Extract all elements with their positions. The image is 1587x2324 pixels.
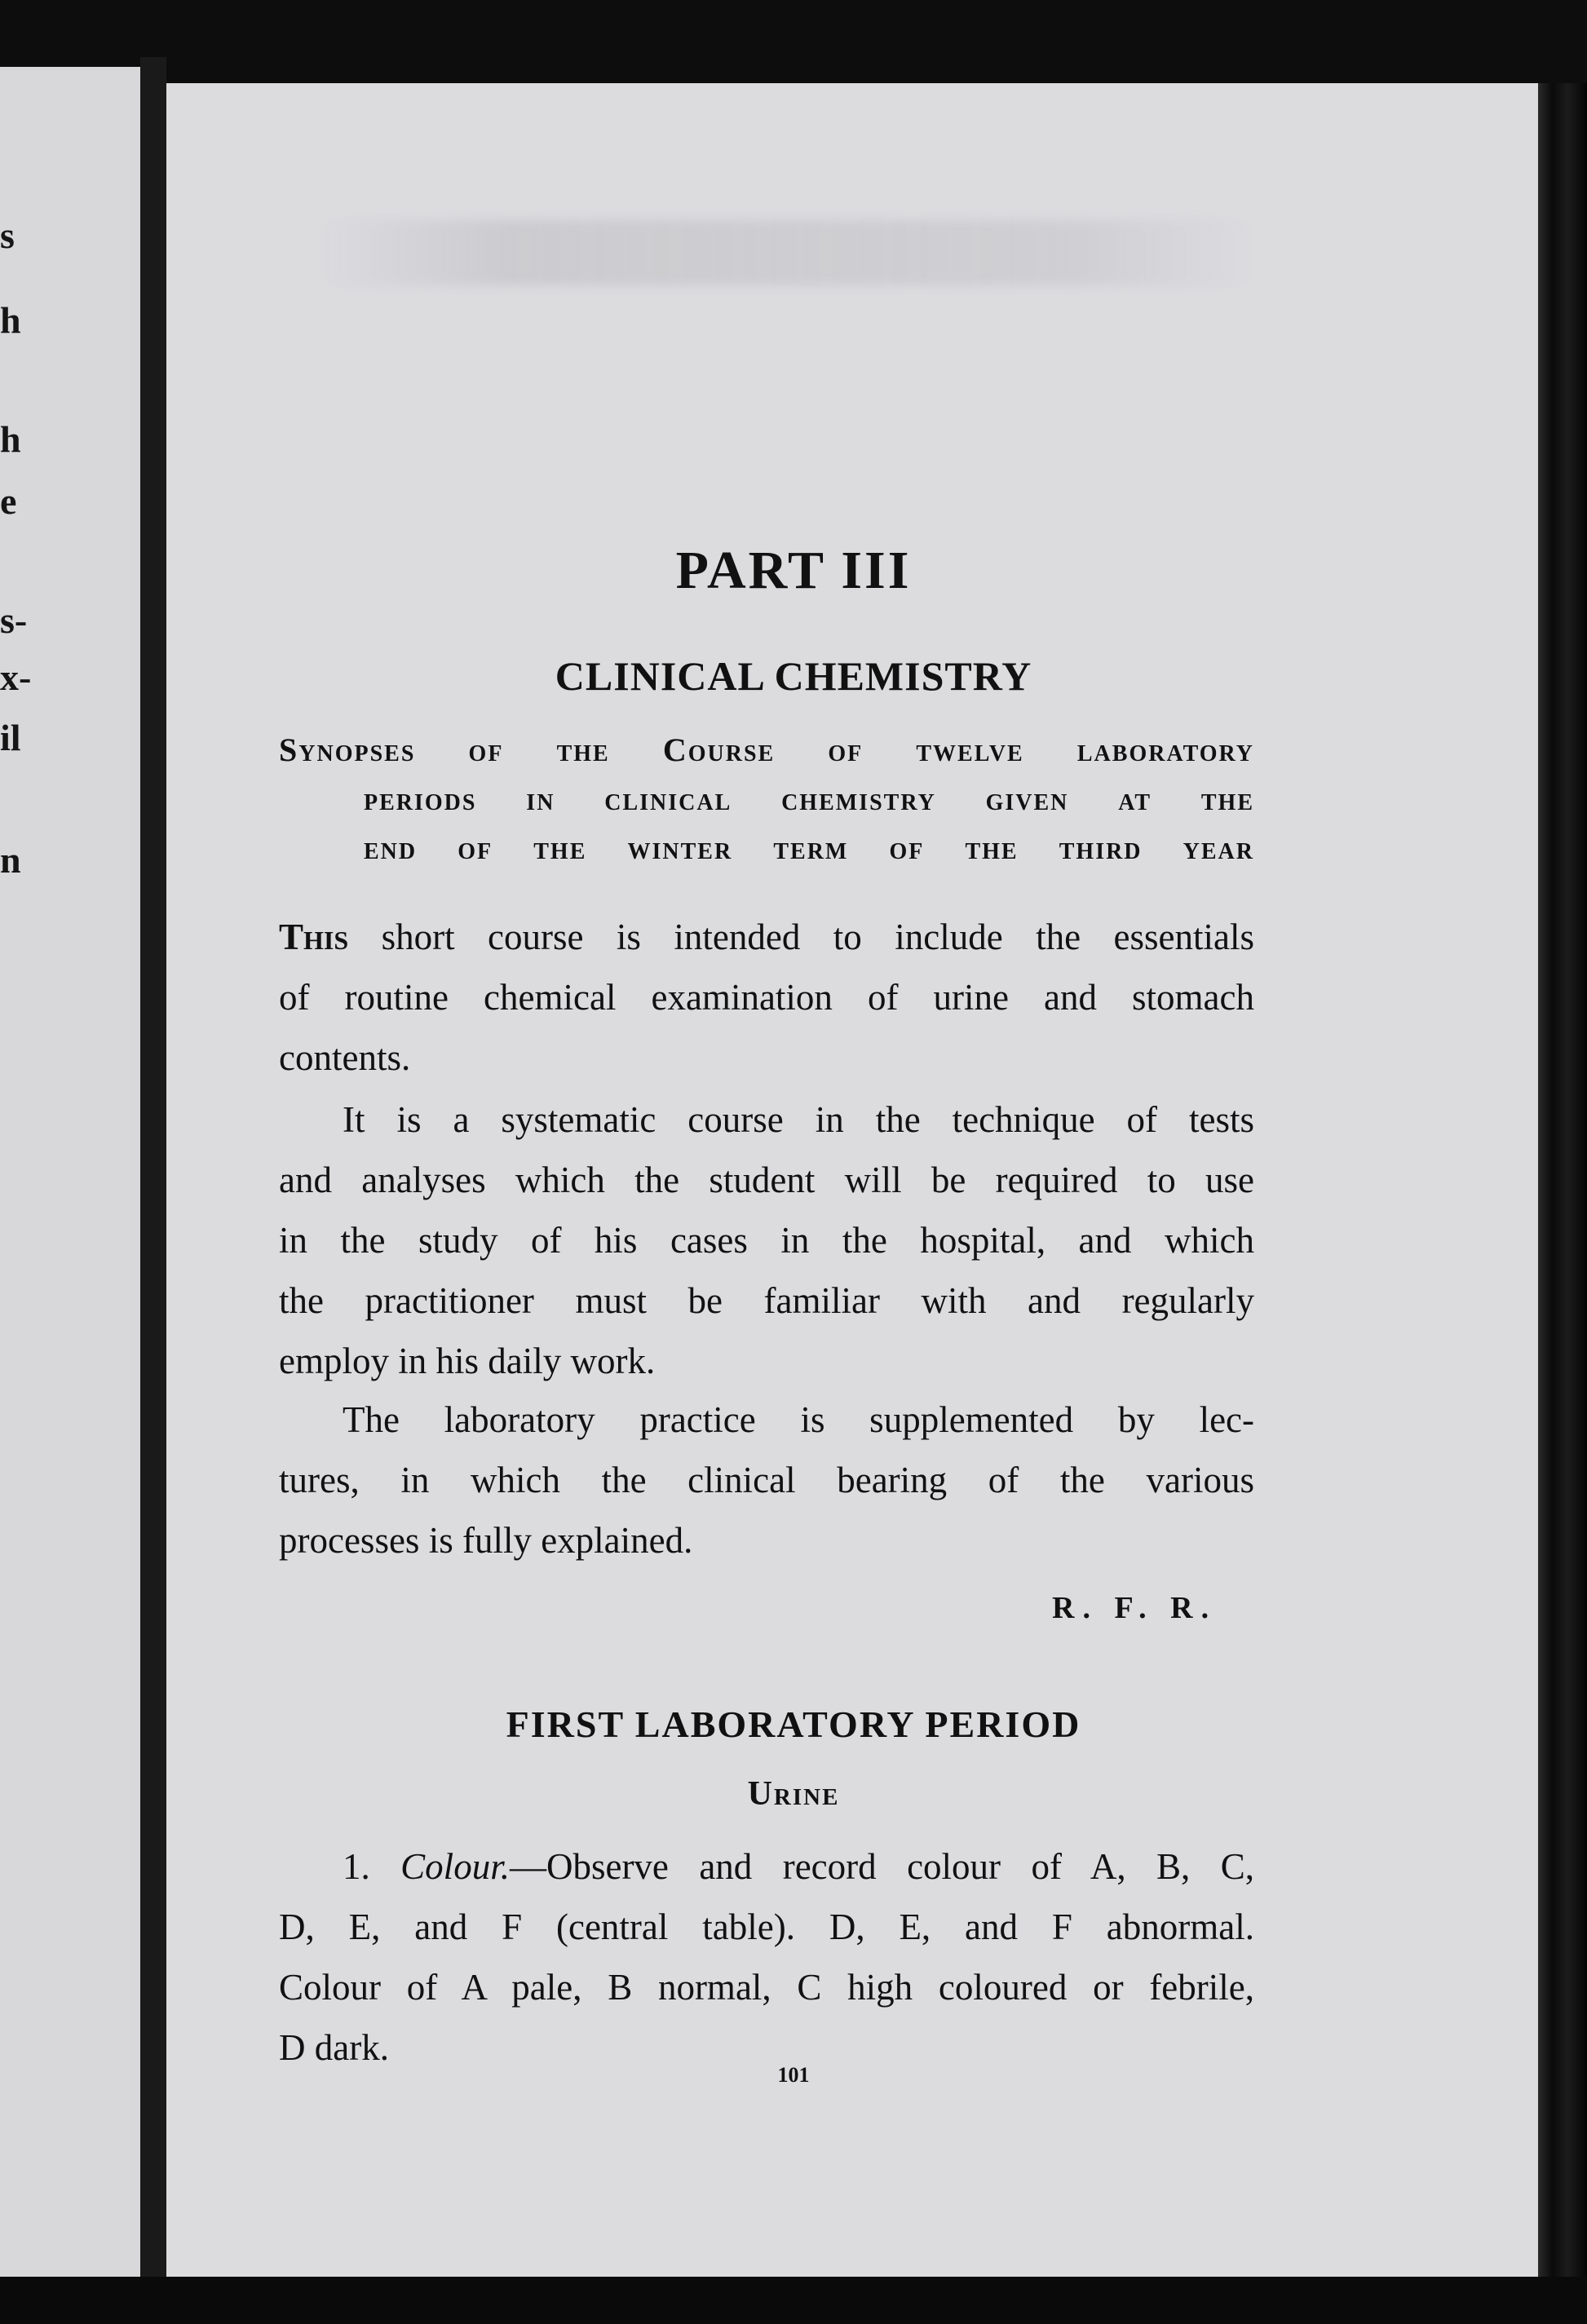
left-page-fragment: h <box>0 418 21 460</box>
paragraph-line: the practitioner must be familiar with and regularly <box>279 1280 1254 1321</box>
paragraph-line: tures, in which the clinical bearing of the various <box>279 1460 1254 1500</box>
paragraph-line: in the study of his cases in the hospital, and which <box>279 1220 1254 1261</box>
part-title: PART III <box>675 541 912 600</box>
paragraph-line <box>279 907 1254 967</box>
paragraph-line: The laboratory practice is supplemented by lec- <box>343 1399 1254 1440</box>
paragraph-line: processes is fully explained. <box>279 1520 693 1561</box>
page-number: 101 <box>777 2063 810 2087</box>
intro-paragraph <box>279 907 1254 1088</box>
left-page-fragment: s <box>0 214 15 256</box>
intro-paragraph <box>279 1390 1254 1571</box>
intro-paragraph <box>279 1089 1254 1391</box>
synopsis-heading <box>279 726 1254 873</box>
paragraph-line: D, E, and F (central table). D, E, and F abnormal. <box>279 1906 1254 1947</box>
left-page-fragment: il <box>0 717 21 758</box>
paragraph-line: It is a systematic course in the technique of tests <box>343 1099 1254 1140</box>
lab-period-subtitle: Urine <box>747 1775 840 1813</box>
synopsis-line: Synopses of the Course of twelve laboratory <box>279 731 1254 768</box>
lab-period-title: FIRST LABORATORY PERIOD <box>506 1703 1081 1745</box>
paragraph-line <box>279 1836 1254 1897</box>
paragraph-line-text: —Observe and record colour of A, B, C, <box>509 1846 1254 1887</box>
left-page-fragment: n <box>0 839 21 881</box>
paragraph-line: contents. <box>279 1037 411 1078</box>
paragraph-line: of routine chemical examination of urine and stomach <box>279 977 1254 1018</box>
author-initials: R. F. R. <box>1052 1591 1218 1625</box>
section-title: CLINICAL CHEMISTRY <box>555 653 1032 699</box>
left-page-fragment: e <box>0 480 17 522</box>
lead-word: This <box>279 917 349 957</box>
colour-paragraph <box>279 1836 1254 2078</box>
paragraph-line: Colour of A pale, B normal, C high coloured or febrile, <box>279 1967 1254 2008</box>
paragraph-line: employ in his daily work. <box>279 1341 656 1381</box>
item-label: Colour. <box>400 1846 510 1887</box>
synopsis-line: end of the winter term of the third year <box>364 829 1254 866</box>
paragraph-line-text: short course is intended to include the essentials <box>348 917 1254 957</box>
item-number: 1. <box>343 1846 370 1887</box>
paragraph-line: D dark. <box>279 2027 389 2068</box>
left-page-fragment: x- <box>0 656 32 698</box>
paragraph-line: and analyses which the student will be required to use <box>279 1160 1254 1200</box>
left-page-fragment: s- <box>0 599 28 641</box>
synopsis-line: periods in clinical chemistry given at the <box>364 780 1254 817</box>
left-page-fragment: h <box>0 299 21 341</box>
